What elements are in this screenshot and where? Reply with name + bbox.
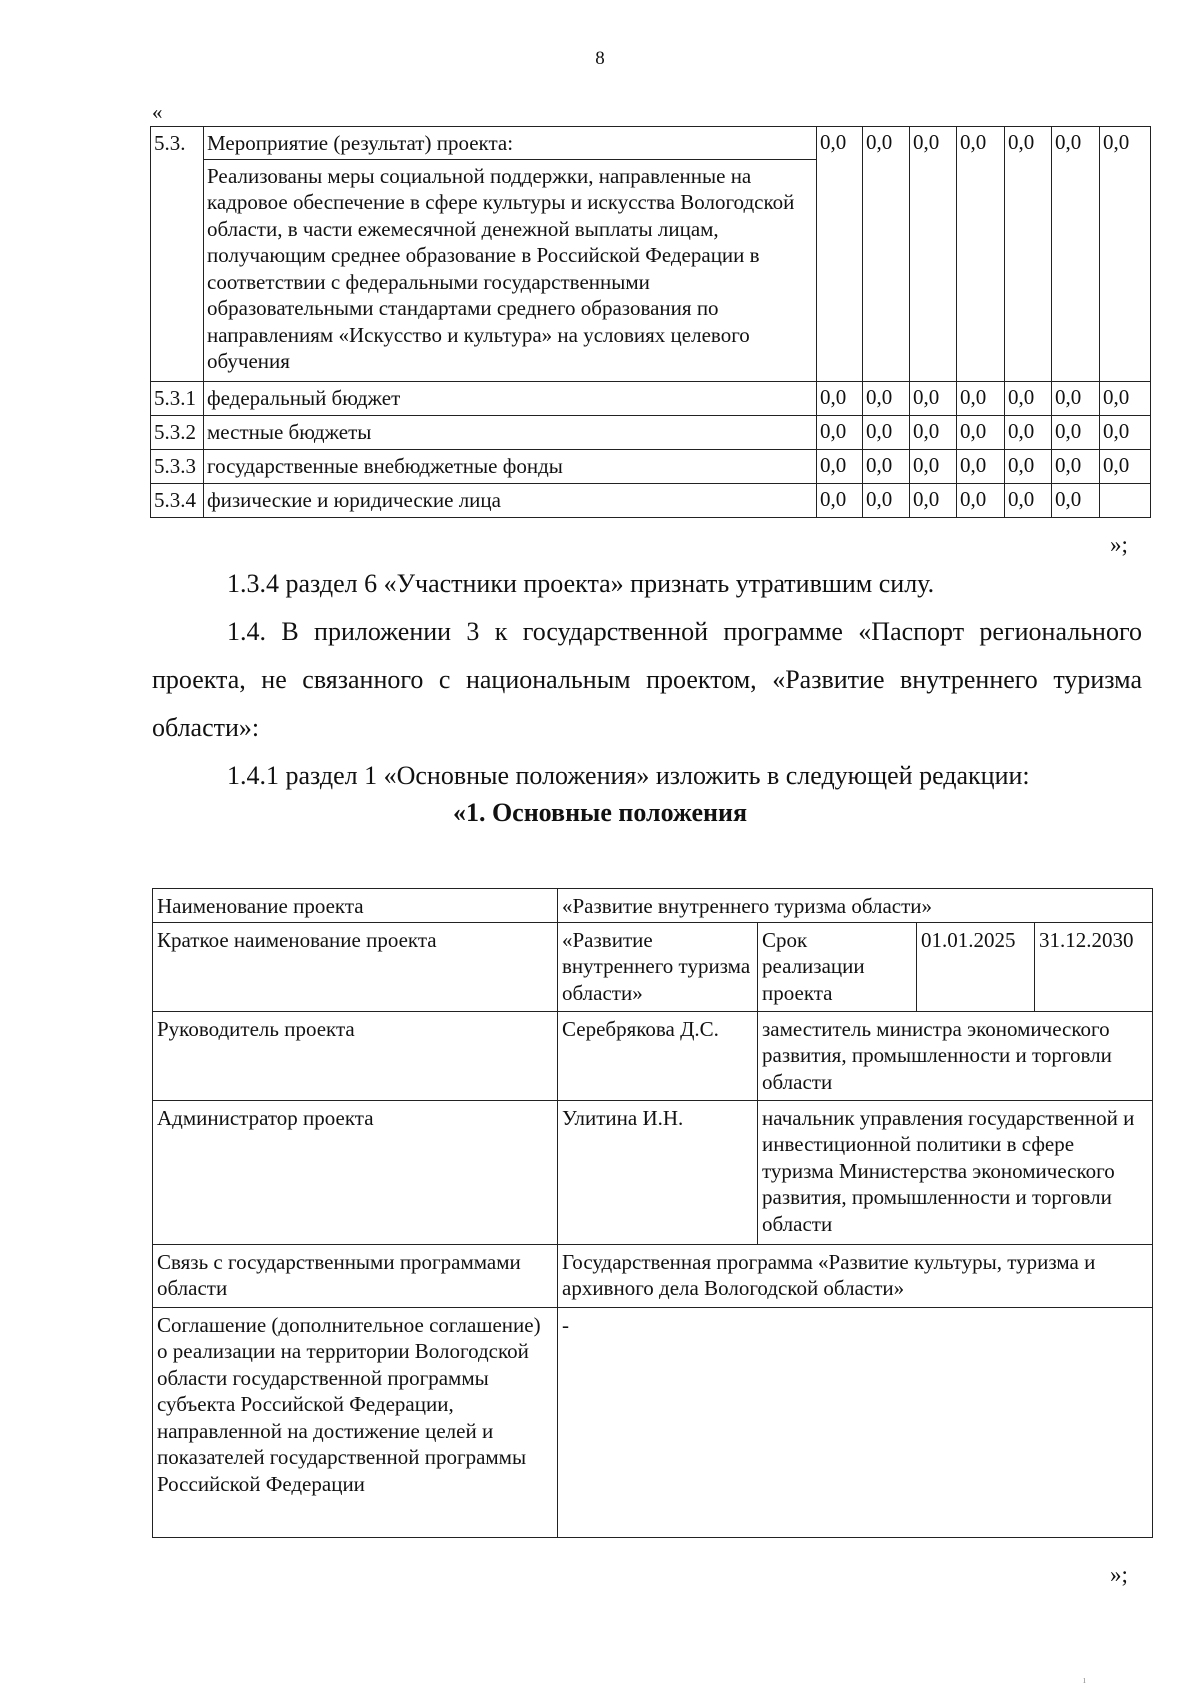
value-cell: 0,0 bbox=[957, 381, 1005, 415]
table-row bbox=[153, 1244, 1153, 1307]
row-label: федеральный бюджет bbox=[204, 381, 817, 415]
page-number: 8 bbox=[595, 48, 605, 69]
table-row bbox=[153, 889, 1153, 923]
value-cell: 0,0 bbox=[817, 483, 863, 517]
table-row bbox=[153, 1100, 1153, 1244]
short-name-label: Краткое наименование проекта bbox=[153, 922, 558, 1011]
value-cell: 0,0 bbox=[910, 381, 957, 415]
programs-link-label: Связь с государственными программами области bbox=[153, 1244, 558, 1307]
table-row bbox=[151, 449, 1151, 483]
head-label: Руководитель проекта bbox=[153, 1011, 558, 1100]
value-cell: 0,0 bbox=[863, 127, 910, 382]
table-row bbox=[151, 381, 1151, 415]
project-name-value: «Развитие внутреннего туризма области» bbox=[558, 889, 1153, 923]
value-cell: 0,0 bbox=[1100, 381, 1151, 415]
scan-mark: ı bbox=[1083, 1675, 1086, 1686]
table-row bbox=[151, 415, 1151, 449]
table-row bbox=[153, 1011, 1153, 1100]
term-end: 31.12.2030 bbox=[1035, 922, 1153, 1011]
row-label: физические и юридические лица bbox=[204, 483, 817, 517]
value-cell: 0,0 bbox=[863, 483, 910, 517]
row-number: 5.3.3 bbox=[151, 449, 204, 483]
table2-close-quote: »; bbox=[1110, 1562, 1128, 1587]
section-heading: «1. Основные положения bbox=[452, 798, 748, 827]
agreement-label: Соглашение (дополнительное соглашение) о реализации на территории Вологодской области государственной программы субъекта Российской Федерации, направленной на достижение целей и показателей государственной программы Российской Федерации bbox=[153, 1307, 558, 1537]
paragraph-1-3-4: 1.3.4 раздел 6 «Участники проекта» признать утратившим силу. bbox=[227, 569, 935, 598]
table-open-quote: « bbox=[152, 100, 163, 124]
head-position: заместитель министра экономического развития, промышленности и торговли области bbox=[758, 1011, 1153, 1100]
value-cell: 0,0 bbox=[1052, 483, 1100, 517]
value-cell: 0,0 bbox=[1100, 127, 1151, 382]
value-cell: 0,0 bbox=[817, 449, 863, 483]
value-cell: 0,0 bbox=[1100, 449, 1151, 483]
value-cell: 0,0 bbox=[863, 381, 910, 415]
paragraph-1-4-1: 1.4.1 раздел 1 «Основные положения» изложить в следующей редакции: bbox=[227, 761, 1030, 790]
value-cell: 0,0 bbox=[1005, 449, 1052, 483]
table-row bbox=[153, 1307, 1153, 1537]
paragraph-1-4: 1.4. В приложении 3 к государственной программе «Паспорт регионального проекта, не связанного с национальным проектом, «Развитие внутреннего туризма области»: bbox=[152, 617, 1142, 742]
admin-name: Улитина И.Н. bbox=[558, 1100, 758, 1244]
admin-label: Администратор проекта bbox=[153, 1100, 558, 1244]
programs-link-value: Государственная программа «Развитие культуры, туризма и архивного дела Вологодской области» bbox=[558, 1244, 1153, 1307]
table1-close-quote: »; bbox=[1110, 532, 1128, 557]
value-cell: 0,0 bbox=[957, 483, 1005, 517]
term-start: 01.01.2025 bbox=[917, 922, 1035, 1011]
row-number: 5.3.4 bbox=[151, 483, 204, 517]
row-title: Мероприятие (результат) проекта: bbox=[204, 127, 817, 160]
row-number: 5.3.2 bbox=[151, 415, 204, 449]
value-cell: 0,0 bbox=[957, 449, 1005, 483]
row-number: 5.3.1 bbox=[151, 381, 204, 415]
agreement-value: - bbox=[558, 1307, 1153, 1537]
term-label: Срок реализации проекта bbox=[758, 922, 917, 1011]
row-description: Реализованы меры социальной поддержки, направленные на кадровое обеспечение в сфере культуры и искусства Вологодской области, в части ежемесячной денежной выплаты лицам, получающим среднее образование в Российской Федерации в соответствии с федеральными государственными образовательными стандартами среднего образования по направлениям «Искусство и культура» на условиях целевого обучения bbox=[204, 159, 817, 381]
value-cell: 0,0 bbox=[957, 127, 1005, 382]
value-cell: 0,0 bbox=[1005, 127, 1052, 382]
value-cell: 0,0 bbox=[910, 415, 957, 449]
table-row bbox=[153, 922, 1153, 1011]
value-cell: 0,0 bbox=[1005, 415, 1052, 449]
value-cell: 0,0 bbox=[1100, 415, 1151, 449]
value-cell bbox=[1100, 483, 1151, 517]
value-cell: 0,0 bbox=[817, 127, 863, 382]
value-cell: 0,0 bbox=[910, 483, 957, 517]
project-name-label: Наименование проекта bbox=[153, 889, 558, 923]
value-cell: 0,0 bbox=[1005, 381, 1052, 415]
value-cell: 0,0 bbox=[1052, 127, 1100, 382]
value-cell: 0,0 bbox=[1052, 449, 1100, 483]
row-number: 5.3. bbox=[151, 127, 204, 382]
value-cell: 0,0 bbox=[817, 415, 863, 449]
value-cell: 0,0 bbox=[1052, 381, 1100, 415]
value-cell: 0,0 bbox=[1052, 415, 1100, 449]
value-cell: 0,0 bbox=[863, 415, 910, 449]
value-cell: 0,0 bbox=[863, 449, 910, 483]
funding-table bbox=[150, 126, 1151, 518]
head-name: Серебрякова Д.С. bbox=[558, 1011, 758, 1100]
value-cell: 0,0 bbox=[910, 449, 957, 483]
value-cell: 0,0 bbox=[957, 415, 1005, 449]
row-label: государственные внебюджетные фонды bbox=[204, 449, 817, 483]
value-cell: 0,0 bbox=[817, 381, 863, 415]
project-passport-table bbox=[152, 888, 1153, 1538]
short-name-value: «Развитие внутреннего туризма области» bbox=[558, 922, 758, 1011]
row-label: местные бюджеты bbox=[204, 415, 817, 449]
admin-position: начальник управления государственной и инвестиционной политики в сфере туризма Министерства экономического развития, промышленности и торговли области bbox=[758, 1100, 1153, 1244]
table-row bbox=[151, 127, 1151, 160]
table-row bbox=[151, 483, 1151, 517]
value-cell: 0,0 bbox=[1005, 483, 1052, 517]
value-cell: 0,0 bbox=[910, 127, 957, 382]
